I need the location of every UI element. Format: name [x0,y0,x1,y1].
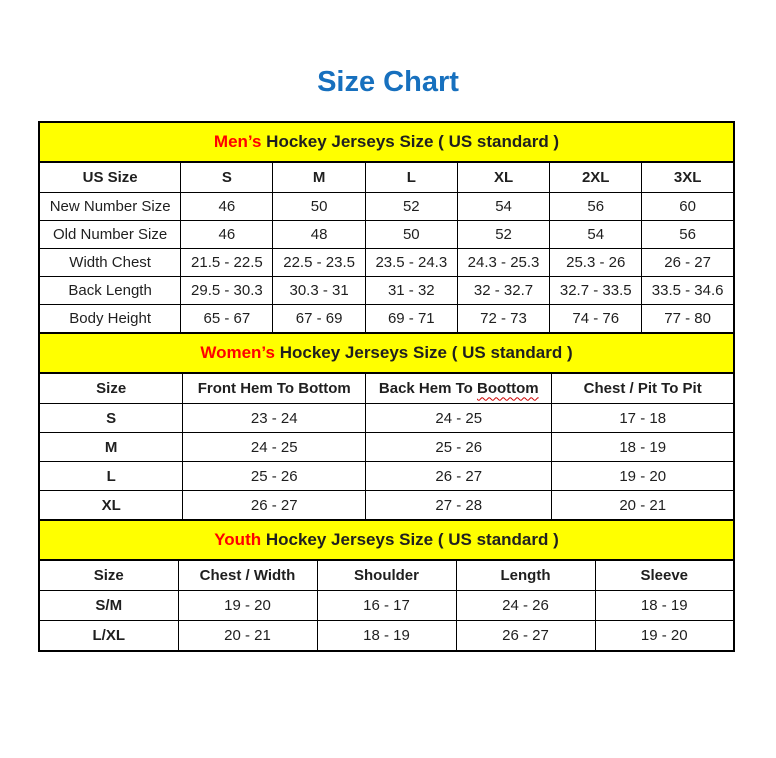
row-label: L/XL [39,621,178,652]
table-cell: 48 [273,221,365,249]
table-cell: 21.5 - 22.5 [181,249,273,277]
youth-header-row [39,560,734,591]
table-cell: 52 [457,221,549,249]
column-header: 3XL [642,162,734,193]
womens-banner [39,333,734,373]
table-cell: 29.5 - 30.3 [181,277,273,305]
table-cell: 19 - 20 [552,462,734,491]
table-cell: 27 - 28 [366,491,552,521]
column-header: Chest / Pit To Pit [552,373,734,404]
table-cell: 23 - 24 [183,404,366,433]
table-cell: 24 - 26 [456,591,595,621]
table-cell: 19 - 20 [595,621,734,652]
table-cell: 65 - 67 [181,305,273,334]
table-cell: 26 - 27 [366,462,552,491]
column-header: 2XL [550,162,642,193]
table-cell: 46 [181,221,273,249]
mens-banner-accent: Men’s [213,132,262,152]
table-cell: 25 - 26 [366,433,552,462]
table-row [39,249,734,277]
womens-banner-text: Hockey Jerseys Size ( US standard ) [274,343,573,363]
table-cell: 24 - 25 [183,433,366,462]
table-row [39,277,734,305]
table-cell: 24 - 25 [366,404,552,433]
row-label: XL [39,491,183,521]
row-label: S/M [39,591,178,621]
column-header: Back Hem To Boottom [366,373,552,404]
table-cell: 16 - 17 [317,591,456,621]
page-title: Size Chart [317,66,459,98]
table-row [39,491,734,521]
table-cell: 19 - 20 [178,591,317,621]
table-cell: 32 - 32.7 [457,277,549,305]
row-label: Width Chest [39,249,181,277]
table-cell: 26 - 27 [642,249,734,277]
table-cell: 31 - 32 [365,277,457,305]
size-tables [38,121,735,652]
column-header: L [365,162,457,193]
youth-banner-text: Hockey Jerseys Size ( US standard ) [261,530,559,550]
mens-banner-text: Hockey Jerseys Size ( US standard ) [261,132,560,152]
table-cell: 50 [273,193,365,221]
youth-banner-row [39,520,734,560]
column-header: M [273,162,365,193]
womens-size-table [38,332,735,521]
womens-banner-row [39,333,734,373]
table-cell: 60 [642,193,734,221]
table-cell: 18 - 19 [317,621,456,652]
table-cell: 25.3 - 26 [550,249,642,277]
table-cell: 54 [457,193,549,221]
row-label: L [39,462,183,491]
youth-size-table [38,519,735,652]
column-header: Size [39,373,183,404]
row-label: New Number Size [39,193,181,221]
table-cell: 69 - 71 [365,305,457,334]
row-label: Body Height [39,305,181,334]
table-cell: 67 - 69 [273,305,365,334]
column-header: S [181,162,273,193]
row-label: Back Length [39,277,181,305]
youth-banner [39,520,734,560]
table-row [39,193,734,221]
table-cell: 50 [365,221,457,249]
column-header: Sleeve [595,560,734,591]
womens-banner-accent: Women’s [200,343,275,363]
table-cell: 24.3 - 25.3 [457,249,549,277]
mens-banner [39,122,734,162]
table-cell: 74 - 76 [550,305,642,334]
table-cell: 56 [550,193,642,221]
table-row [39,305,734,334]
table-cell: 54 [550,221,642,249]
mens-banner-row [39,122,734,162]
table-cell: 17 - 18 [552,404,734,433]
table-cell: 52 [365,193,457,221]
table-cell: 25 - 26 [183,462,366,491]
table-cell: 18 - 19 [595,591,734,621]
column-header: Length [456,560,595,591]
table-cell: 18 - 19 [552,433,734,462]
mens-header-row [39,162,734,193]
column-header: US Size [39,162,181,193]
table-cell: 26 - 27 [183,491,366,521]
mens-size-table [38,121,735,334]
row-label: M [39,433,183,462]
table-cell: 23.5 - 24.3 [365,249,457,277]
column-header: XL [457,162,549,193]
table-row [39,591,734,621]
table-cell: 72 - 73 [457,305,549,334]
row-label: Old Number Size [39,221,181,249]
row-label: S [39,404,183,433]
table-cell: 32.7 - 33.5 [550,277,642,305]
table-cell: 22.5 - 23.5 [273,249,365,277]
table-cell: 77 - 80 [642,305,734,334]
table-cell: 33.5 - 34.6 [642,277,734,305]
table-row [39,404,734,433]
womens-header-row [39,373,734,404]
table-cell: 46 [181,193,273,221]
column-header: Front Hem To Bottom [183,373,366,404]
table-cell: 30.3 - 31 [273,277,365,305]
table-row [39,462,734,491]
table-row [39,621,734,652]
table-row [39,221,734,249]
table-cell: 26 - 27 [456,621,595,652]
column-header: Chest / Width [178,560,317,591]
table-cell: 56 [642,221,734,249]
youth-banner-accent: Youth [214,530,262,550]
spellcheck-typo-word: Boottom [476,380,539,398]
column-header: Size [39,560,178,591]
table-cell: 20 - 21 [552,491,734,521]
table-cell: 20 - 21 [178,621,317,652]
table-row [39,433,734,462]
column-header: Shoulder [317,560,456,591]
